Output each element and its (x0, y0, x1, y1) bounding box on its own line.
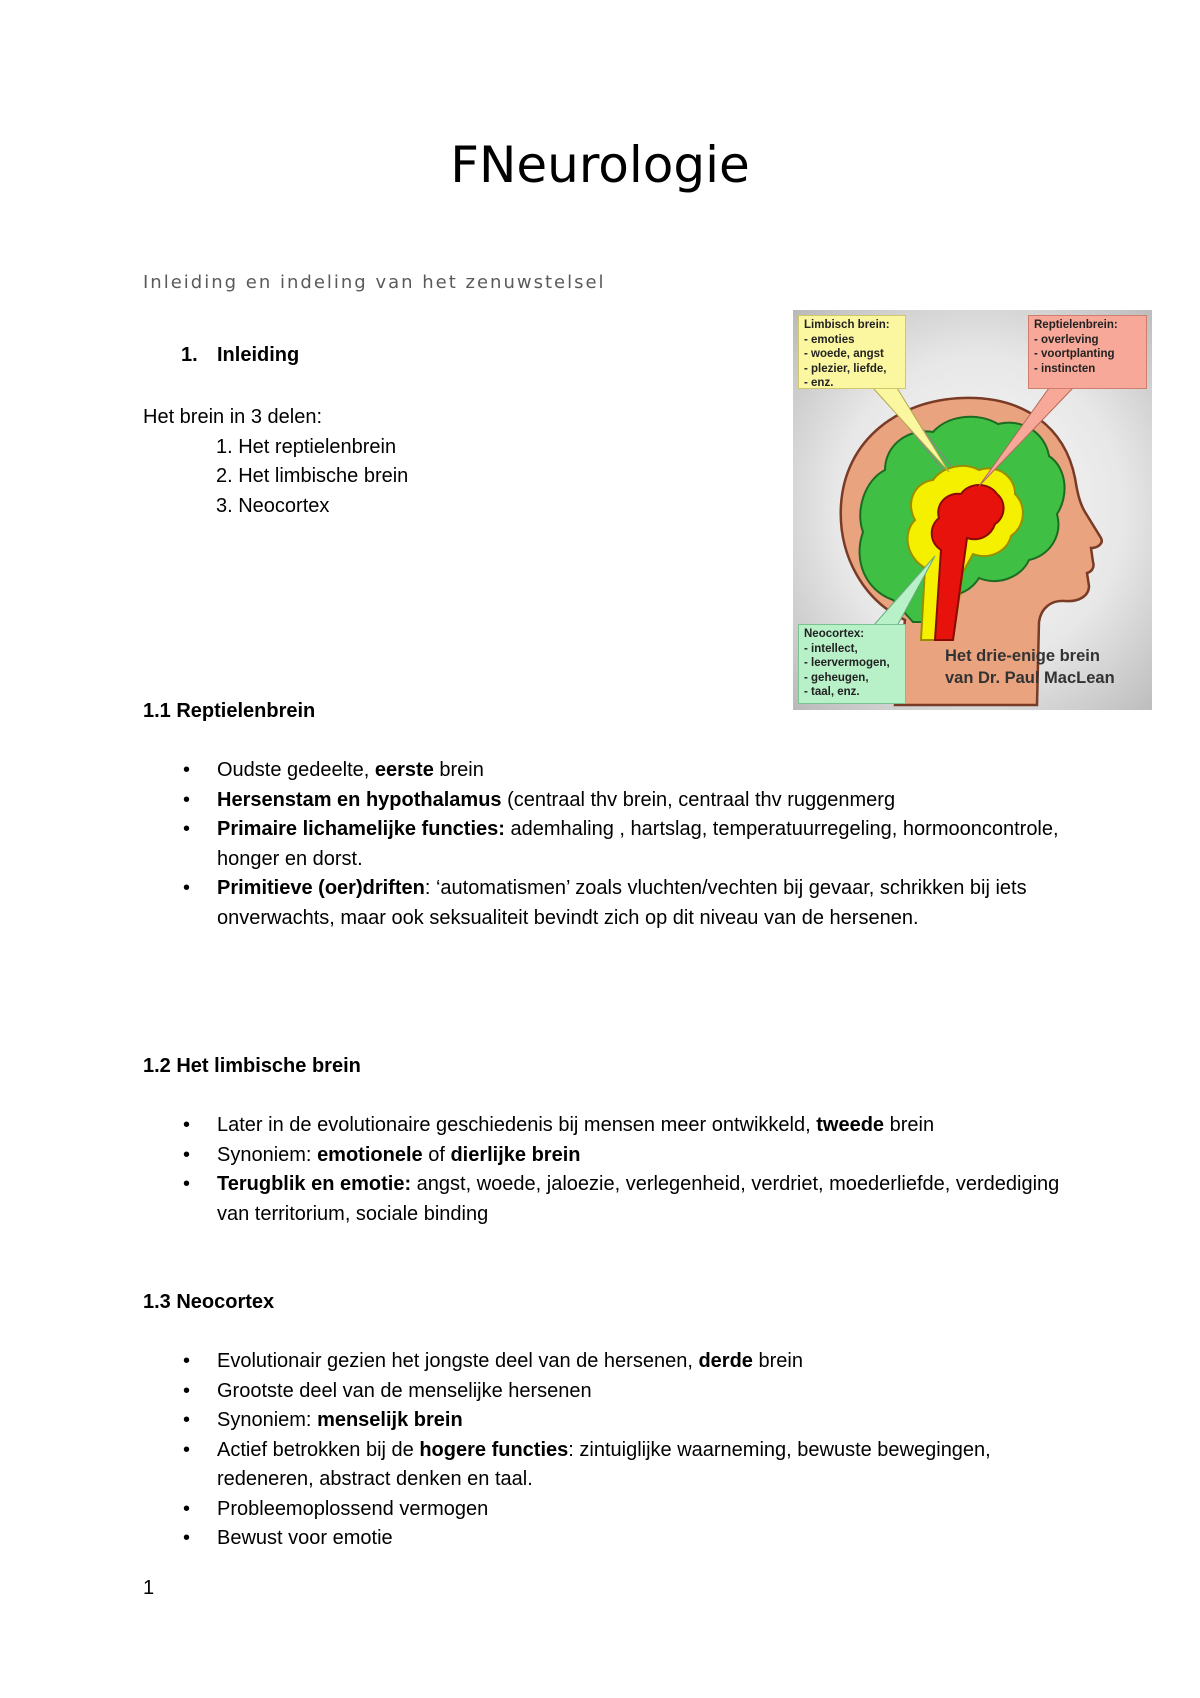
bullet-item (143, 1347, 1063, 1377)
bold-text: Primitieve (oer)driften (217, 877, 425, 899)
text-run: Bewust voor emotie (217, 1527, 393, 1549)
section-heading-neocortex: 1.3 Neocortex (143, 1291, 275, 1313)
bullet-item (143, 1170, 1063, 1229)
intro-item: 3. Neocortex (216, 494, 330, 517)
figure-label-line: Neocortex: (804, 628, 865, 640)
figure-label-line: Limbisch brein: (804, 319, 890, 331)
document-title: FNeurologie (450, 136, 750, 194)
bullet-list-limbische-brein (143, 1111, 1063, 1229)
text-run: Evolutionair gezien het jongste deel van de hersenen, (217, 1350, 699, 1372)
figure-label-line: - overleving (1034, 333, 1099, 346)
figure-label-line: - woede, angst (804, 348, 884, 360)
bold-text: Terugblik en emotie: (217, 1173, 412, 1195)
text-run: Synoniem: (217, 1409, 318, 1431)
text-run: : zintuiglijke waarneming, bewuste bewegingen, redeneren, abstract denken en taal. (217, 1438, 991, 1490)
page-number: 1 (143, 1577, 155, 1599)
bullet-item (143, 756, 1063, 786)
figure-label-line: - intellect, (804, 642, 858, 655)
figure-label-line: - instincten (1034, 362, 1096, 375)
intro-lead: Het brein in 3 delen: (143, 406, 323, 428)
bold-text: eerste (374, 759, 434, 781)
section-heading-reptielenbrein: 1.1 Reptielenbrein (143, 700, 316, 722)
bold-text: menselijk brein (317, 1409, 463, 1431)
figure-label-line: - enz. (804, 377, 834, 389)
intro-item: 1. Het reptielenbrein (216, 435, 397, 458)
heading-text: Inleiding (217, 344, 300, 366)
bold-text: emotionele (317, 1143, 423, 1166)
figure-label-line: - plezier, liefde, (804, 362, 887, 375)
neocortex-label-box (798, 624, 906, 704)
bullet-item (143, 1406, 1063, 1436)
bold-text: derde (698, 1350, 753, 1372)
text-run: Synoniem: (217, 1143, 318, 1166)
bullet-item (143, 786, 1063, 816)
bold-text: tweede (816, 1114, 885, 1136)
caption-line: van Dr. Paul MacLean (945, 669, 1115, 687)
figure-label-line: - geheugen, (804, 671, 869, 684)
bullet-item (143, 815, 1063, 874)
section-heading-limbische-brein: 1.2 Het limbische brein (143, 1055, 361, 1077)
limbic-label-box (798, 315, 906, 389)
text-run: of (422, 1143, 451, 1166)
text-run: Actief betrokken bij de (217, 1438, 420, 1461)
bold-text: Hersenstam en hypothalamus (217, 788, 502, 811)
bullet-item (143, 1436, 1063, 1495)
text-run: Grootste deel van de menselijke hersenen (217, 1379, 592, 1402)
heading-number: 1. (181, 344, 198, 366)
bullet-item (143, 1377, 1063, 1407)
caption-line: Het drie-enige brein (945, 647, 1100, 665)
bullet-item (143, 1141, 1063, 1171)
bullet-item (143, 1111, 1063, 1141)
triune-brain-figure (793, 310, 1152, 710)
figure-label-line: - voortplanting (1034, 348, 1115, 360)
text-run: angst, woede, jaloezie, verlegenheid, verdriet, moederliefde, verdediging van territorium, sociale binding (217, 1173, 1060, 1225)
bold-text: dierlijke brein (450, 1143, 581, 1166)
heading-inleiding (181, 344, 299, 367)
figure-label-line: - emoties (804, 333, 855, 346)
reptile-label-box (1028, 315, 1147, 389)
text-run: (centraal thv brein, centraal thv ruggenmerg (501, 788, 896, 811)
text-run: brein (433, 759, 484, 781)
document-subtitle: Inleiding en indeling van het zenuwstelsel (143, 272, 606, 293)
bullet-item (143, 1495, 1063, 1525)
text-run: Probleemoplossend vermogen (217, 1497, 489, 1520)
bullet-item (143, 874, 1063, 933)
figure-label-line: - taal, enz. (804, 686, 860, 698)
text-run: brein (752, 1350, 803, 1372)
text-run: Later in de evolutionaire geschiedenis bij mensen meer ontwikkeld, (217, 1114, 817, 1136)
figure-label-line: Reptielenbrein: (1034, 319, 1118, 331)
text-run: brein (884, 1114, 935, 1136)
bold-text: Primaire lichamelijke functies: (217, 818, 505, 840)
intro-block (143, 403, 408, 521)
text-run: ademhaling , hartslag, temperatuurregeling, hormooncontrole, honger en dorst. (217, 818, 1059, 870)
text-run: Oudste gedeelte, (217, 759, 375, 781)
figure-caption (945, 645, 1115, 689)
bullet-list-neocortex (143, 1347, 1063, 1554)
figure-label-line: - leervermogen, (804, 657, 890, 669)
text-run: : ‘automatismen’ zoals vluchten/vechten bij gevaar, schrikken bij iets onverwachts, maar ook seksualiteit bevindt zich op dit niveau van de hersenen. (217, 877, 1027, 929)
bullet-item (143, 1524, 1063, 1554)
bold-text: hogere functies (419, 1438, 569, 1461)
bullet-list-reptielenbrein (143, 756, 1063, 933)
intro-item: 2. Het limbische brein (216, 465, 409, 487)
